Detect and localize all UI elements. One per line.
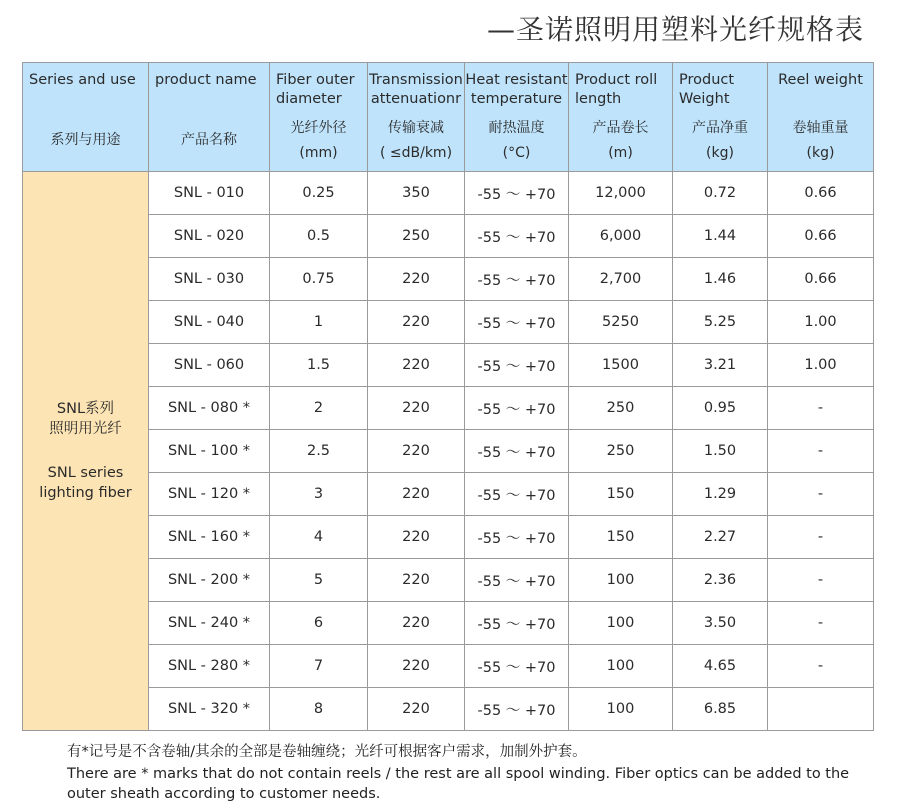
cell-diameter: 6 — [270, 602, 368, 645]
cell-temp: -55 ～ +70 — [465, 473, 569, 516]
cell-attenuation: 220 — [368, 344, 465, 387]
table-row — [23, 688, 874, 731]
cell-weight: 3.50 — [673, 602, 768, 645]
table-row — [23, 516, 874, 559]
cell-temp: -55 ～ +70 — [465, 301, 569, 344]
cell-name: SNL - 060 — [149, 344, 270, 387]
cell-temp: -55 ～ +70 — [465, 602, 569, 645]
cell-diameter: 0.25 — [270, 172, 368, 215]
cell-weight: 3.21 — [673, 344, 768, 387]
cell-weight: 1.50 — [673, 430, 768, 473]
cell-diameter: 4 — [270, 516, 368, 559]
cell-weight: 1.44 — [673, 215, 768, 258]
cell-temp: -55 ～ +70 — [465, 645, 569, 688]
cell-reel: - — [768, 645, 874, 688]
cell-attenuation: 220 — [368, 688, 465, 731]
cell-reel: 0.66 — [768, 172, 874, 215]
cell-attenuation: 220 — [368, 258, 465, 301]
cell-diameter: 1.5 — [270, 344, 368, 387]
cell-reel: 1.00 — [768, 344, 874, 387]
cell-diameter: 0.5 — [270, 215, 368, 258]
header-row — [23, 63, 874, 172]
cell-reel: 0.66 — [768, 258, 874, 301]
cell-diameter: 3 — [270, 473, 368, 516]
header-temperature: Heat resistant temperature 耐热温度 (°C) — [465, 63, 569, 172]
cell-name: SNL - 200 * — [149, 559, 270, 602]
cell-reel: - — [768, 473, 874, 516]
cell-length: 12,000 — [569, 172, 673, 215]
cell-diameter: 2.5 — [270, 430, 368, 473]
cell-reel: - — [768, 602, 874, 645]
series-cell: SNL系列 照明用光纤 SNL series lighting fiber — [23, 172, 149, 731]
cell-diameter: 0.75 — [270, 258, 368, 301]
table-row — [23, 559, 874, 602]
cell-reel: 0.66 — [768, 215, 874, 258]
cell-attenuation: 220 — [368, 645, 465, 688]
cell-length: 100 — [569, 559, 673, 602]
cell-length: 6,000 — [569, 215, 673, 258]
cell-attenuation: 220 — [368, 473, 465, 516]
cell-name: SNL - 160 * — [149, 516, 270, 559]
cell-diameter: 1 — [270, 301, 368, 344]
cell-length: 150 — [569, 473, 673, 516]
header-roll-length: Product roll length 产品卷长 (m) — [569, 63, 673, 172]
cell-name: SNL - 010 — [149, 172, 270, 215]
cell-name: SNL - 280 * — [149, 645, 270, 688]
cell-name: SNL - 040 — [149, 301, 270, 344]
cell-temp: -55 ～ +70 — [465, 430, 569, 473]
cell-attenuation: 250 — [368, 215, 465, 258]
footnote-zh: 有*记号是不含卷轴/其余的全部是卷轴缠绕；光纤可根据客户需求，加制外护套。 — [67, 744, 587, 760]
table-row — [23, 344, 874, 387]
cell-name: SNL - 020 — [149, 215, 270, 258]
cell-weight: 4.65 — [673, 645, 768, 688]
table-row — [23, 645, 874, 688]
cell-weight: 5.25 — [673, 301, 768, 344]
cell-temp: -55 ～ +70 — [465, 344, 569, 387]
cell-reel: - — [768, 559, 874, 602]
header-diameter: Fiber outer diameter 光纤外径 (mm) — [270, 63, 368, 172]
header-weight: Product Weight 产品净重 (kg) — [673, 63, 768, 172]
cell-attenuation: 220 — [368, 602, 465, 645]
cell-temp: -55 ～ +70 — [465, 258, 569, 301]
cell-diameter: 7 — [270, 645, 368, 688]
cell-temp: -55 ～ +70 — [465, 516, 569, 559]
table-row — [23, 301, 874, 344]
table-row — [23, 430, 874, 473]
header-product-name: product name 产品名称 — [149, 63, 270, 172]
cell-length: 5250 — [569, 301, 673, 344]
cell-reel: - — [768, 516, 874, 559]
cell-length: 100 — [569, 645, 673, 688]
cell-weight: 2.36 — [673, 559, 768, 602]
cell-temp: -55 ～ +70 — [465, 559, 569, 602]
cell-reel — [768, 688, 874, 731]
cell-temp: -55 ～ +70 — [465, 387, 569, 430]
cell-length: 250 — [569, 430, 673, 473]
header-reel-weight: Reel weight 卷轴重量 (kg) — [768, 63, 874, 172]
cell-weight: 0.72 — [673, 172, 768, 215]
cell-length: 150 — [569, 516, 673, 559]
cell-attenuation: 350 — [368, 172, 465, 215]
cell-name: SNL - 120 * — [149, 473, 270, 516]
header-series: Series and use 系列与用途 — [23, 63, 149, 172]
cell-weight: 1.46 — [673, 258, 768, 301]
table-row — [23, 387, 874, 430]
cell-weight: 2.27 — [673, 516, 768, 559]
cell-length: 1500 — [569, 344, 673, 387]
cell-attenuation: 220 — [368, 559, 465, 602]
cell-weight: 0.95 — [673, 387, 768, 430]
cell-length: 2,700 — [569, 258, 673, 301]
table-row — [23, 602, 874, 645]
cell-diameter: 2 — [270, 387, 368, 430]
spec-table — [22, 62, 874, 731]
cell-temp: -55 ～ +70 — [465, 215, 569, 258]
cell-temp: -55 ～ +70 — [465, 172, 569, 215]
cell-name: SNL - 100 * — [149, 430, 270, 473]
cell-attenuation: 220 — [368, 516, 465, 559]
table-row — [23, 258, 874, 301]
cell-reel: - — [768, 387, 874, 430]
cell-name: SNL - 030 — [149, 258, 270, 301]
cell-diameter: 8 — [270, 688, 368, 731]
cell-length: 250 — [569, 387, 673, 430]
cell-temp: -55 ～ +70 — [465, 688, 569, 731]
cell-name: SNL - 080 * — [149, 387, 270, 430]
cell-weight: 6.85 — [673, 688, 768, 731]
cell-diameter: 5 — [270, 559, 368, 602]
cell-attenuation: 220 — [368, 387, 465, 430]
table-row — [23, 215, 874, 258]
cell-reel: - — [768, 430, 874, 473]
footnote — [67, 742, 867, 804]
cell-weight: 1.29 — [673, 473, 768, 516]
header-attenuation: Transmission attenuationr 传输衰减 ( ≤dB/km) — [368, 63, 465, 172]
cell-attenuation: 220 — [368, 430, 465, 473]
cell-name: SNL - 320 * — [149, 688, 270, 731]
cell-length: 100 — [569, 688, 673, 731]
table-row — [23, 172, 874, 215]
cell-reel: 1.00 — [768, 301, 874, 344]
cell-length: 100 — [569, 602, 673, 645]
cell-name: SNL - 240 * — [149, 602, 270, 645]
footnote-en: There are * marks that do not contain reels / the rest are all spool winding. Fiber optics can be added to the outer sheath according to customer needs. — [67, 766, 850, 802]
table-row — [23, 473, 874, 516]
cell-attenuation: 220 — [368, 301, 465, 344]
page-title: —圣诺照明用塑料光纤规格表 — [486, 13, 864, 46]
